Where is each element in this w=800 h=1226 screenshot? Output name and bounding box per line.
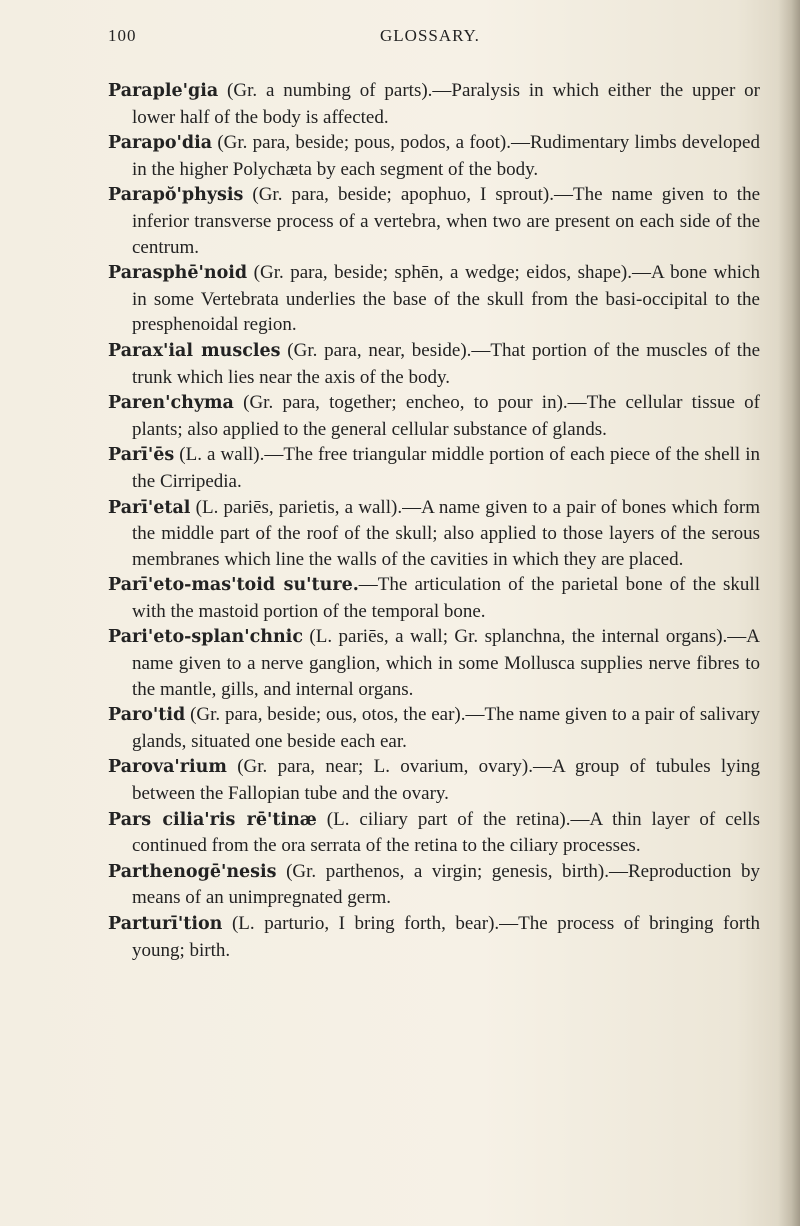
entry-definition: (L. pariēs, parietis, a wall).—A name given to a pair of bones which form the middle part of the roof of the skull; also applied to those layers of the serous membranes which line the walls of the cavities in which they are placed. [132,496,760,570]
glossary-entry [108,260,760,338]
entry-definition: (L. parturio, I bring forth, bear).—The process of bringing forth young; birth. [132,913,760,961]
entry-definition: (Gr. parthenos, a virgin; genesis, birth).—Reproduction by means of an unimpregnated germ. [132,860,760,909]
entry-term: Parī'eto-mas'toid su'ture. [108,575,359,596]
glossary-entries [108,78,760,963]
entry-definition: (Gr. para, beside; sphēn, a wedge; eidos, shape).—A bone which in some Vertebrata underlies the base of the skull from the basi-occipital to the presphenoidal region. [132,262,760,336]
entry-term: Paro'tid [108,705,186,726]
entry-definition: (Gr. para, beside; apophuo, I sprout).—The name given to the inferior transverse process of a vertebra, when two are present on each side of the centrum. [132,184,760,258]
entry-definition: (Gr. para, near, beside).—That portion of the muscles of the trunk which lies near the axis of the body. [132,339,760,388]
glossary-entry [108,390,760,442]
entry-term: Parthenogē'nesis [108,861,277,882]
entry-term: Parapŏ'physis [108,185,244,206]
entry-definition: (Gr. a numbing of parts).—Paralysis in which either the upper or lower half of the body is affected. [132,80,760,128]
entry-term: Parturī'tion [108,914,223,934]
entry-definition: (Gr. para, near; L. ovarium, ovary).—A group of tubules lying between the Fallopian tube and the ovary. [132,756,760,805]
entry-definition: (Gr. para, beside; ous, otos, the ear).—The name given to a pair of salivary glands, situated one beside each ear. [132,704,760,752]
glossary-entry [108,130,760,182]
entry-term: Pari'eto-splan'chnic [108,627,303,648]
entry-term: Pars cilia'ris rē'tinæ [108,809,317,830]
entry-term: Paraple'gia [108,81,219,101]
entry-definition: —The articulation of the parietal bone of the skull with the mastoid portion of the temporal bone. [132,574,760,622]
glossary-entry [108,807,760,859]
running-head: GLOSSARY. [380,26,480,45]
entry-definition: (L. a wall).—The free triangular middle portion of each piece of the shell in the Cirripedia. [132,444,760,492]
entry-definition: (Gr. para, beside; pous, podos, a foot).—Rudimentary limbs developed in the higher Polychæta by each segment of the body. [132,132,760,180]
page-edge-shadow [778,0,800,1226]
entry-definition: (L. pariēs, a wall; Gr. splanchna, the internal organs).—A name given to a nerve ganglion, which in some Mollusca supplies nerve fibres to the mantle, gills, and internal organs. [132,626,760,700]
entry-term: Parī'etal [108,497,191,518]
entry-term: Parova'rium [108,757,227,778]
entry-term: Parapo'dia [108,133,213,154]
entry-term: Parī'ēs [108,445,175,466]
entry-definition: (L. ciliary part of the retina).—A thin layer of cells continued from the ora serrata of the retina to the ciliary processes. [132,808,760,857]
page-number: 100 [108,26,137,45]
glossary-entry [108,572,760,624]
glossary-entry [108,182,760,260]
entry-term: Paren'chyma [108,393,234,414]
glossary-entry [108,442,760,494]
glossary-entry [108,624,760,702]
glossary-entry [108,338,760,390]
glossary-entry [108,859,760,911]
glossary-entry [108,78,760,130]
glossary-entry [108,495,760,573]
entry-term: Parasphē'noid [108,263,248,284]
glossary-entry [108,702,760,754]
glossary-entry [108,754,760,806]
glossary-entry [108,911,760,963]
entry-term: Parax'ial muscles [108,340,281,361]
page-header [108,26,760,54]
entry-definition: (Gr. para, together; encheo, to pour in).—The cellular tissue of plants; also applied to the general cellular substance of glands. [132,392,760,440]
